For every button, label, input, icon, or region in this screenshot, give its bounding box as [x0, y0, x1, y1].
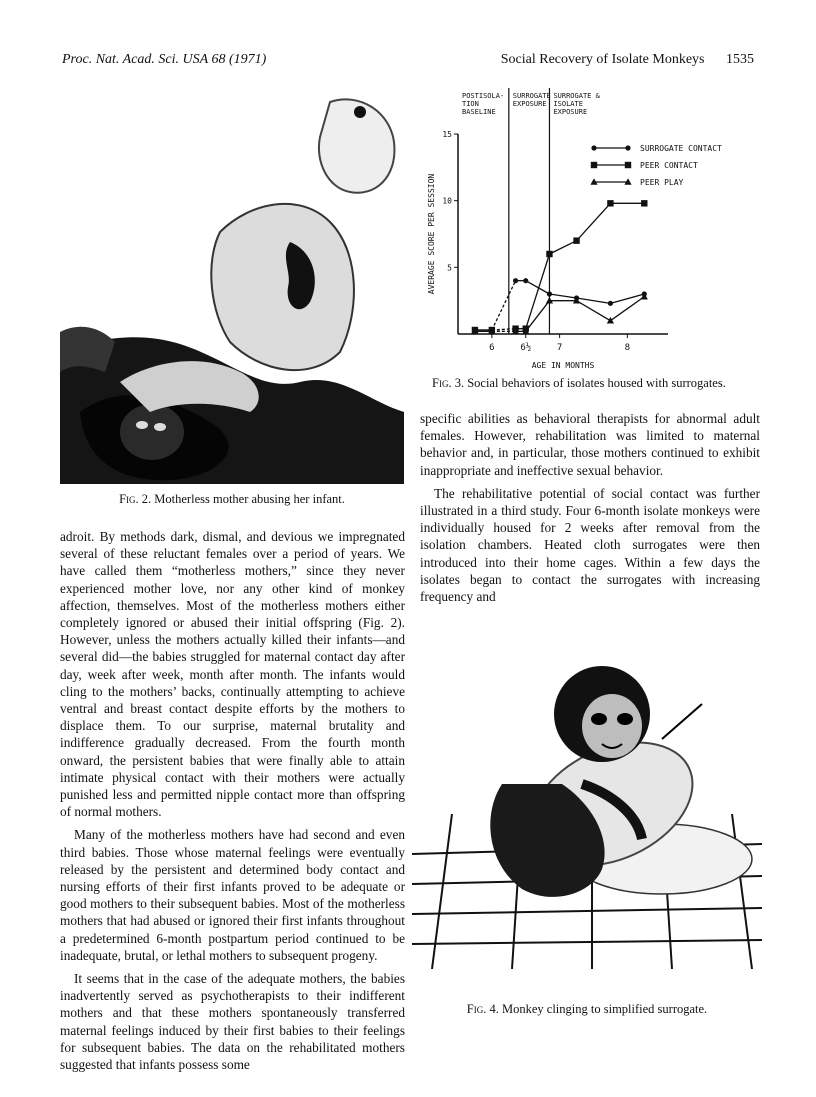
figure-3-label: Fig. 3.: [432, 376, 465, 390]
figure-4-label: Fig. 4.: [466, 1002, 499, 1016]
right-column: [420, 410, 760, 605]
legend-marker: [591, 145, 596, 150]
phase-label: ISOLATE: [553, 100, 583, 108]
data-point-1: [641, 200, 647, 206]
figure-2-label: Fig. 2.: [119, 492, 152, 506]
series-line-2: [577, 301, 611, 321]
figure-4-photo: [412, 644, 762, 969]
y-tick-label: 5: [447, 263, 452, 273]
x-tick-label: 7: [556, 343, 563, 353]
phase-label: POSTISOLA-: [462, 92, 505, 100]
paragraph: The rehabilitative potential of social contact was further illustrated in a third study. Four 6-month isolate monkeys were individually housed for 2 weeks after removal from the isolation chambers. Heated cloth surrogates were then introduced into their home cages. Within a few days the isolates began to contact the surrogates with increasing frequency and: [420, 485, 760, 605]
series-line-1: [549, 241, 576, 254]
series-line-1: [577, 203, 611, 240]
y-tick-label: 10: [442, 196, 452, 206]
series-line-1: [492, 329, 516, 330]
paragraph: adroit. By methods dark, dismal, and devious we impregnated several of these reluctant females over a period of years. We have called them “motherless mothers,” since they never experienced mother love, nor any other kind of monkey affection, themselves. Most of the motherless mothers either completely ignored or abused their initial offspring (Fig. 2). However, unless the mothers actually killed their infants—and several did—the babies struggled for maternal contact day after day, week after week, month after month. The infants would cling to the mothers’ backs, continually attempting to achieve ventral and breast contact despite efforts by the mothers to displace them. To our surprise, maternal brutality and indifference gradually decreased. From the fourth month onward, the persistent babies that were finally able to attain intimate physical contact with their mothers were actually punished less and permitted nipple contact more than offspring of normal mothers.: [60, 529, 405, 820]
paragraph: specific abilities as behavioral therapists for abnormal adult females. However, rehabilitation was limited to maternal behavior and, in particular, those mothers continued to exhibit inappropriate and ineffective sexual behavior.: [420, 411, 760, 478]
page-number: 1535: [726, 52, 754, 67]
data-point-2: [607, 317, 614, 324]
legend-label: PEER CONTACT: [640, 161, 698, 170]
running-title: Social Recovery of Isolate Monkeys: [500, 52, 705, 67]
data-point-0: [513, 278, 518, 283]
legend-marker: [625, 162, 631, 168]
journal-citation: Proc. Nat. Acad. Sci. USA 68 (1971): [62, 52, 267, 67]
legend-marker: [625, 145, 630, 150]
phase-label: SURROGATE &: [553, 92, 600, 100]
series-line-0: [492, 281, 516, 330]
figure-3-chart: [418, 82, 758, 372]
legend-label: SURROGATE CONTACT: [640, 144, 722, 153]
series-line-0: [549, 294, 576, 298]
figure-2-caption-text: Motherless mother abusing her infant.: [154, 492, 345, 506]
running-head: [501, 52, 754, 68]
left-column: [60, 528, 405, 1073]
data-point-1: [546, 251, 552, 257]
phase-label: EXPOSURE: [553, 108, 588, 116]
figure-4-caption-text: Monkey clinging to simplified surrogate.: [502, 1002, 708, 1016]
x-tick-label: 8: [624, 343, 631, 353]
figure-4-caption: [412, 1002, 762, 1017]
legend-label: PEER PLAY: [640, 178, 684, 187]
series-line-0: [610, 294, 644, 303]
figure-3-caption: [432, 376, 762, 391]
x-tick-label: 6: [489, 343, 495, 353]
phase-label: BASELINE: [462, 108, 496, 116]
phase-label: SURROGATE: [512, 92, 551, 100]
data-point-0: [608, 301, 613, 306]
series-line-2: [610, 297, 644, 321]
phase-label: TION: [462, 100, 479, 108]
x-tick-label: 6½: [520, 343, 532, 353]
legend-marker: [591, 162, 597, 168]
y-tick-label: 15: [442, 130, 452, 139]
x-axis-label: AGE IN MONTHS: [531, 361, 595, 370]
figure-3-caption-text: Social behaviors of isolates housed with surrogates.: [467, 376, 726, 390]
figure-2-photo: [60, 82, 404, 484]
figure-2-caption: [60, 492, 404, 507]
data-point-1: [607, 200, 613, 206]
data-point-0: [523, 278, 528, 283]
data-point-0: [547, 291, 552, 296]
phase-label: EXPOSURE: [512, 100, 547, 108]
paragraph: Many of the motherless mothers have had second and even third babies. Those whose maternal feelings were eventually released by the persistent and determined body contact and nursing efforts of their first infants proved to be adequate or good mothers to their subsequent babies. Most of the motherless mothers that had abused or ignored their first infants throughout a predetermined 6-month postpartum period continued to be inadequate, brutal, or lethal mothers to subsequent progeny.: [60, 827, 405, 963]
paragraph: It seems that in the case of the adequate mothers, the babies inadvertently served as psychotherapists to their indifferent mothers and that these mothers spontaneously transferred maternal feelings induced by their first babies to their feelings for subsequent babies. The data on the rehabilitated mothers suggested that infants possess some: [60, 971, 405, 1073]
series-line-0: [577, 298, 611, 303]
data-point-1: [573, 237, 579, 243]
y-axis-label: AVERAGE SCORE PER SESSION: [427, 173, 436, 295]
